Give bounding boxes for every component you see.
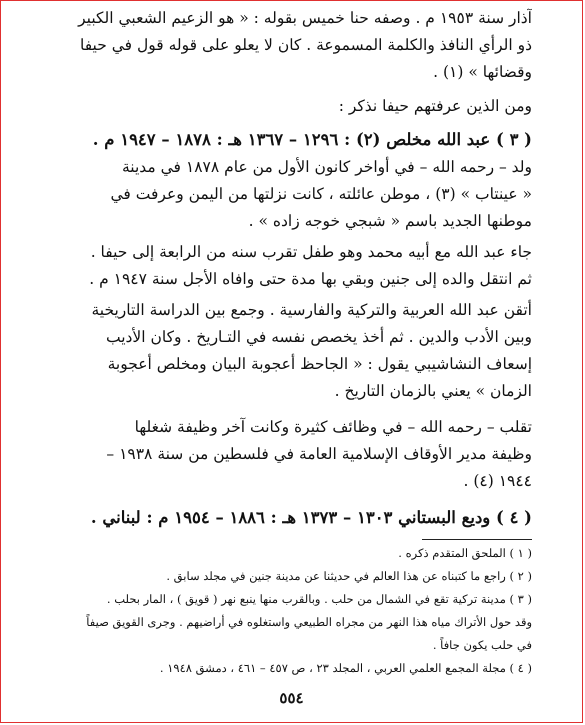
body-line-9: جاء عبد الله مع أبيه محمد وهو طفل تقرب سنه من الرابعة إلى حيفا .	[90, 243, 532, 261]
footnote-2: ( ٢ ) راجع ما كتبناه عن هذا العالم في حديثنا عن مدينة جنين في مجلد سابق .	[166, 569, 532, 583]
footnote-divider	[422, 539, 532, 540]
body-line-2: ذو الرأي النافذ والكلمة المسموعة . كان لا يعلو على قوله قول في حيفا	[79, 36, 532, 54]
footnote-1: ( ١ ) الملحق المتقدم ذكره .	[398, 546, 532, 560]
body-line-13: إسعاف النشاشيبي يقول : « الجاحظ أعجوبة البيان ومخلص أعجوبة	[107, 355, 532, 373]
body-line-15: تقلب – رحمه الله – في وظائف كثيرة وكانت آخر وظيفة شغلها	[134, 418, 532, 436]
body-line-3: وقضائها » (١) .	[433, 63, 532, 81]
body-line-12: وبين الأدب والدين . ثم أخذ يخصص نفسه في التـاريخ . وكان الأديب	[105, 328, 532, 346]
section-heading-3: ( ٣ ) عبد الله مخلص (٢) : ١٢٩٦ – ١٣٦٧ هـ : ١٨٧٨ – ١٩٤٧ م .	[92, 130, 532, 149]
body-line-7: « عينتاب » (٣) ، موطن عائلته ، كانت نزلتها من اليمن وعرفت في	[110, 185, 532, 203]
body-line-14: الزمان » يعني بالزمان التاريخ .	[334, 382, 532, 400]
footnote-3-cont-2: في حلب يكون جافاً .	[432, 638, 532, 652]
footnote-3-cont-1: وقد حول الأتراك مياه هذا النهر من مجراه الطبيعي واستغلوه في أراضيهم . وجرى القويق صيفاً	[86, 615, 532, 629]
body-line-1: آذار سنة ١٩٥٣ م . وصفه حنا خميس بقوله : « هو الزعيم الشعبي الكبير	[78, 9, 532, 27]
footnote-4: ( ٤ ) مجلة المجمع العلمي العربي ، المجلد ٢٣ ، ص ٤٥٧ – ٤٦١ ، دمشق ١٩٤٨ .	[159, 661, 532, 675]
section-heading-4: ( ٤ ) وديع البستاني ١٣٠٣ – ١٣٧٣ هـ : ١٨٨٦ – ١٩٥٤ م : لبناني .	[90, 508, 532, 527]
body-line-4: ومن الذين عرفتهم حيفا نذكر :	[338, 97, 532, 115]
body-line-8: موطنها الجديد باسم « شبجي خوجه زاده » .	[248, 212, 532, 230]
body-line-11: أتقن عبد الله العربية والتركية والفارسية . وجمع بين الدراسة التاريخية	[91, 301, 532, 319]
body-line-10: ثم انتقل والده إلى جنين وبقي بها مدة حتى وافاه الأجل سنة ١٩٤٧ م .	[89, 270, 532, 288]
body-line-16: وظيفة مدير الأوقاف الإسلامية العامة في فلسطين من سنة ١٩٣٨ –	[106, 445, 532, 463]
body-line-6: ولد – رحمه الله – في أواخر كانون الأول من عام ١٨٧٨ في مدينة	[121, 158, 532, 176]
body-line-17: ١٩٤٤ (٤) .	[463, 472, 532, 490]
footnote-3: ( ٣ ) مدينة تركية تقع في الشمال من حلب . وبالقرب منها ينبع نهر ( قويق ) ، المار بحلب .	[106, 592, 532, 606]
page-number: ٥٥٤	[279, 689, 304, 707]
